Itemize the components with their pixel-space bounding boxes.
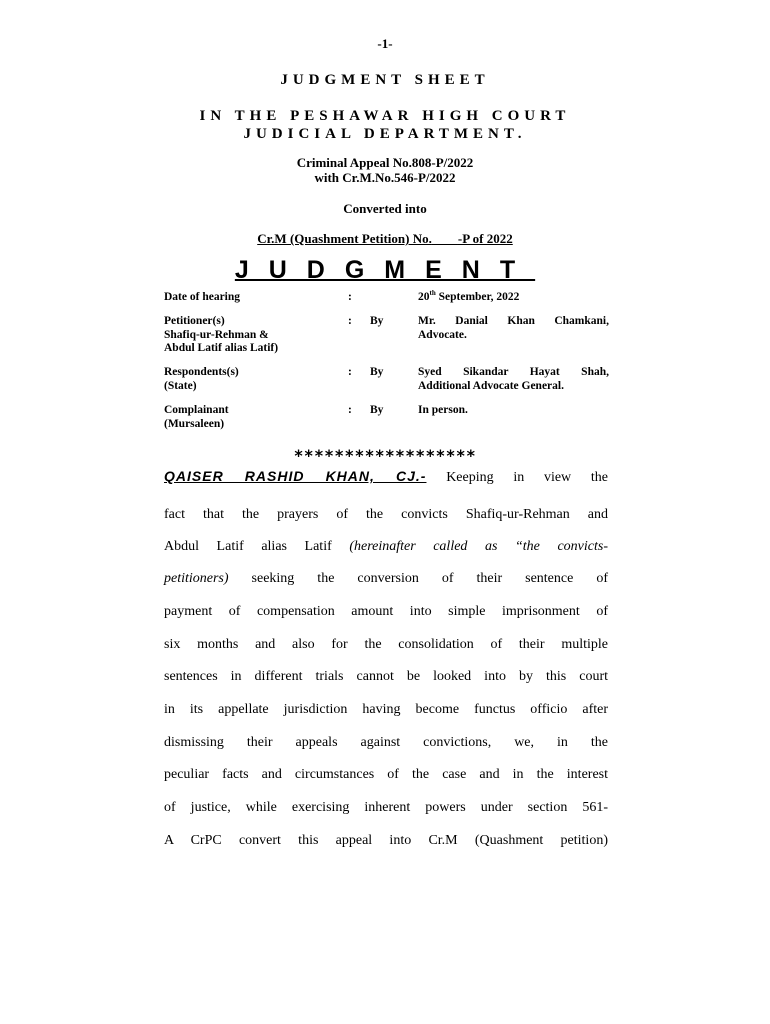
hearing-label: Date of hearing: [164, 291, 241, 303]
body-line-11-text: of justice, while exercising inherent powers under section 561-: [164, 800, 608, 815]
body-line-1: [164, 468, 608, 486]
petitioner-counsel-line2: Advocate.: [418, 328, 467, 341]
complainant-label: [164, 404, 344, 431]
body-line-2: [164, 507, 608, 523]
petitioner-label: [164, 315, 344, 356]
respondent-by: By: [370, 366, 384, 378]
complainant-colon: :: [348, 404, 352, 416]
body-line-5-text: payment of compensation amount into simple imprisonment of: [164, 604, 608, 619]
crm-prefix: Cr.M (Quashment Petition) No.: [257, 231, 432, 246]
body-line-2-text: fact that the prayers of the convicts Shafiq-ur-Rehman and: [164, 507, 608, 522]
body-line-7: [164, 669, 608, 685]
petitioner-by: By: [370, 315, 384, 327]
petitioner-colon: :: [348, 315, 352, 327]
petitioner-label-line1: Petitioner(s): [164, 315, 225, 327]
body-line-8-text: in its appellate jurisdiction having become functus officio after: [164, 702, 608, 717]
complainant-label-line2: (Mursaleen): [164, 417, 225, 430]
respondent-label-line1: Respondents(s): [164, 366, 239, 378]
body-line-12: [164, 833, 608, 849]
petitioner-counsel: [418, 315, 609, 342]
case-number: Criminal Appeal No.808-P/2022: [296, 155, 474, 170]
petitioner-counsel-line1: Mr. Danial Khan Chamkani,: [418, 315, 609, 327]
converted-into: Converted into: [343, 201, 427, 216]
court-department: JUDICIAL DEPARTMENT.: [243, 126, 527, 142]
body-line-4: [164, 571, 608, 587]
body-line-9: [164, 735, 608, 751]
respondent-colon: :: [348, 366, 352, 378]
hearing-day-suffix: th: [429, 289, 436, 298]
body-line-1-text: Keeping in view the: [426, 470, 608, 485]
body-line-6-text: six months and also for the consolidation of their multiple: [164, 637, 608, 652]
respondent-label-line2: (State): [164, 379, 197, 392]
body-line-3-b: (hereinafter called as “the convicts-: [349, 539, 608, 554]
crm-petition-line: [0, 231, 770, 247]
hearing-day: 20: [418, 291, 430, 303]
judgment-sheet-title: JUDGMENT SHEET: [280, 72, 490, 88]
respondent-counsel-line1: Syed Sikandar Hayat Shah,: [418, 366, 609, 378]
body-line-4-a: petitioners): [164, 571, 229, 586]
body-line-7-text: sentences in different trials cannot be looked into by this court: [164, 669, 608, 684]
complainant-label-line1: Complainant: [164, 404, 229, 416]
judgment-heading-text: JUDGMENT: [234, 256, 536, 284]
body-line-10-text: peculiar facts and circumstances of the case and in the interest: [164, 767, 608, 782]
hearing-month-year: September, 2022: [435, 291, 520, 303]
body-line-8: [164, 702, 608, 718]
petitioner-label-line2: Shafiq-ur-Rehman &: [164, 328, 269, 341]
page-number: -1-: [377, 36, 393, 51]
body-line-11: [164, 800, 608, 816]
body-line-6: [164, 637, 608, 653]
court-name: IN THE PESHAWAR HIGH COURT: [199, 108, 571, 124]
complainant-by: By: [370, 404, 384, 416]
case-misc-number: with Cr.M.No.546-P/2022: [314, 170, 456, 185]
body-line-12-text: A CrPC convert this appeal into Cr.M (Quashment petition): [164, 833, 608, 848]
complainant-counsel: In person.: [418, 404, 468, 416]
body-line-9-text: dismissing their appeals against convictions, we, in the: [164, 735, 608, 750]
body-line-4-b: seeking the conversion of their sentence of: [228, 571, 608, 586]
hearing-colon: :: [348, 291, 352, 303]
separator-stars: ******************: [293, 446, 477, 465]
hearing-date: [418, 291, 609, 305]
crm-blank: ____: [431, 231, 458, 246]
body-line-5: [164, 604, 608, 620]
respondent-counsel: [418, 366, 609, 393]
body-line-3-a: Abdul Latif alias Latif: [164, 539, 350, 554]
crm-suffix: -P of 2022: [457, 231, 513, 246]
body-line-3: [164, 539, 608, 555]
judge-name: QAISER RASHID KHAN, CJ.-: [164, 468, 427, 484]
respondent-counsel-line2: Additional Advocate General.: [418, 379, 564, 392]
respondent-label: [164, 366, 344, 393]
judgment-heading: [0, 256, 770, 285]
body-line-10: [164, 767, 608, 783]
petitioner-label-line3: Abdul Latif alias Latif): [164, 342, 279, 354]
